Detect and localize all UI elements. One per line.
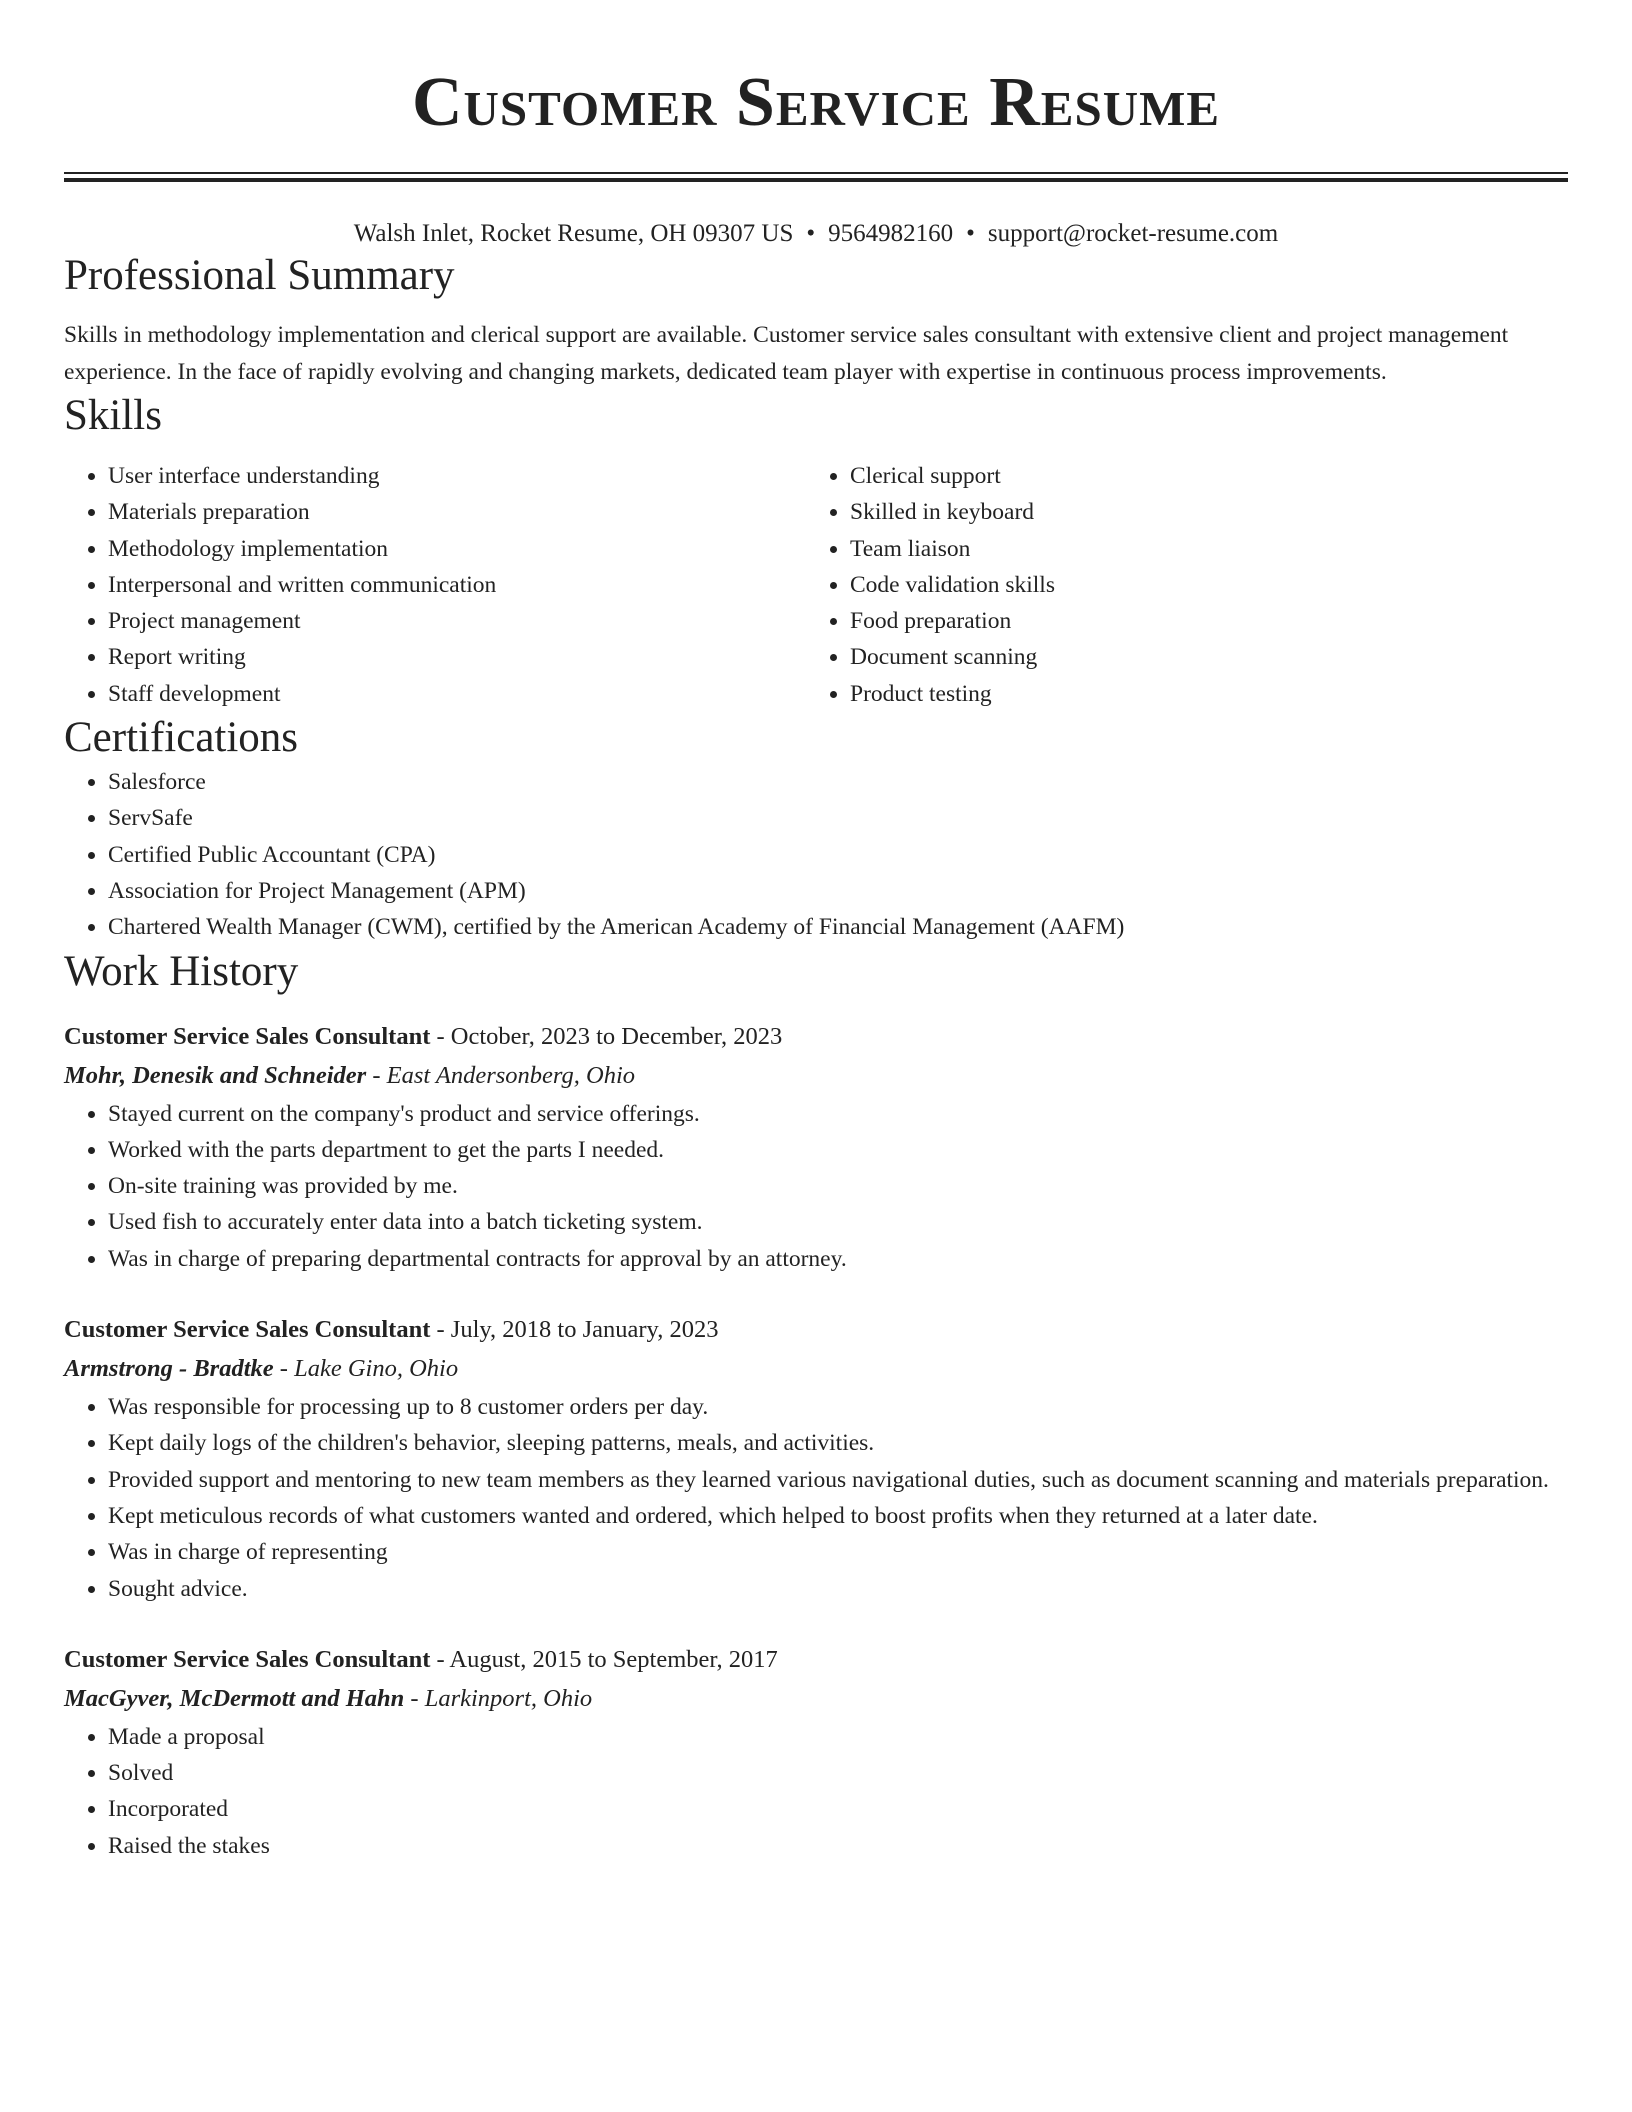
job-title-line [64,1311,1568,1349]
skills-grid [64,458,1568,712]
job-location: Larkinport, Ohio [424,1684,593,1712]
job-duty-item: • Raised the stakes [108,1828,1568,1864]
job-title: Customer Service Sales Consultant [64,1316,431,1344]
skill-item: • Report writing [108,639,806,675]
skills-column-right [806,458,1548,712]
job-duties-list [64,1719,1568,1864]
skill-item: • Product testing [850,676,1548,712]
job-company: Mohr, Denesik and Schneider [64,1061,367,1089]
job-dates: July, 2018 to January, 2023 [450,1316,719,1344]
job-duty-item: • Stayed current on the company's product and service offerings. [108,1096,1568,1132]
skill-item: • Interpersonal and written communication [108,567,806,603]
skills-list-right [806,458,1548,712]
job-company-line [64,1679,1568,1719]
skill-item: • Code validation skills [850,567,1548,603]
job-duty-item: • On-site training was provided by me. [108,1168,1568,1204]
job-dash: - [430,1022,451,1050]
job-dash: - [273,1355,295,1383]
job-company: MacGyver, McDermott and Hahn [64,1684,405,1712]
skill-item: • Methodology implementation [108,531,806,567]
job-company-line [64,1056,1568,1096]
work-history-section [64,946,1568,1864]
skills-section [64,390,1568,712]
resume-title: Customer Service Resume [411,64,1221,141]
contact-email: support@rocket-resume.com [987,220,1279,247]
job-duty-item: • Provided support and mentoring to new team members as they learned various navigational duties, such as document scanning and materials preparation. [108,1462,1568,1498]
skill-item: • Clerical support [850,458,1548,494]
job-duty-item: • Kept meticulous records of what customers wanted and ordered, which helped to boost profits when they returned at a later date. [108,1498,1568,1534]
job-duty-item: • Made a proposal [108,1719,1568,1755]
skill-item: • Materials preparation [108,494,806,530]
skills-column-left [64,458,806,712]
skill-item: • Team liaison [850,531,1548,567]
summary-paragraph: Skills in methodology implementation and clerical support are available. Customer service sales consultant with extensive client and project management experience. In the face of rapidly evolving and changing markets, dedicated team player with expertise in continuous process improvements. [64,322,1509,385]
job-dash: - [430,1645,450,1673]
section-heading-skills: Skills [64,392,162,439]
skill-item: • Staff development [108,676,806,712]
contact-separator: • [966,220,975,247]
job-dates: August, 2015 to September, 2017 [449,1645,778,1673]
certification-item: • Certified Public Accountant (CPA) [108,837,1568,873]
section-heading-summary: Professional Summary [64,252,455,299]
certification-item: • Association for Project Management (APM) [108,873,1568,909]
skill-item: • Project management [108,603,806,639]
contact-address: Walsh Inlet, Rocket Resume, OH 09307 US [353,220,794,247]
job-company: Armstrong - Bradtke [64,1355,274,1383]
job-duties-list [64,1096,1568,1277]
job-dash: - [366,1061,387,1089]
certification-item: • Salesforce [108,764,1568,800]
job-duty-item: • Was in charge of representing [108,1534,1568,1570]
job-duty-item: • Sought advice. [108,1571,1568,1607]
job-entry [64,1311,1568,1607]
job-entry [64,1018,1568,1277]
skill-item: • Food preparation [850,603,1548,639]
skill-item: • User interface understanding [108,458,806,494]
job-company-line [64,1349,1568,1389]
job-dash: - [430,1316,451,1344]
job-title: Customer Service Sales Consultant [64,1022,431,1050]
job-duty-item: • Was in charge of preparing departmental contracts for approval by an attorney. [108,1241,1568,1277]
skill-item: • Document scanning [850,639,1548,675]
section-heading-certifications: Certifications [64,714,299,762]
title-double-rule [64,172,1568,182]
certification-item: • Chartered Wealth Manager (CWM), certified by the American Academy of Financial Management (AAFM) [108,909,1568,945]
job-dates: October, 2023 to December, 2023 [450,1022,783,1050]
job-duty-item: • Was responsible for processing up to 8 customer orders per day. [108,1389,1568,1425]
job-location: East Andersonberg, Ohio [386,1061,636,1089]
contact-line [64,218,1568,250]
certifications-list [64,764,1568,945]
job-title-line [64,1018,1568,1056]
job-duty-item: • Worked with the parts department to get the parts I needed. [108,1132,1568,1168]
professional-summary-section [64,250,1568,390]
job-duties-list [64,1389,1568,1607]
skill-item: • Skilled in keyboard [850,494,1548,530]
job-entry [64,1641,1568,1864]
job-dash: - [404,1684,425,1712]
job-title: Customer Service Sales Consultant [64,1645,431,1673]
contact-separator: • [806,220,816,247]
job-duty-item: • Incorporated [108,1791,1568,1827]
job-duty-item: • Used fish to accurately enter data into a batch ticketing system. [108,1204,1568,1240]
job-title-line [64,1641,1568,1679]
job-location: Lake Gino, Ohio [294,1355,459,1383]
job-duty-item: • Kept daily logs of the children's behavior, sleeping patterns, meals, and activities. [108,1425,1568,1461]
section-heading-work-history: Work History [64,947,299,995]
job-duty-item: • Solved [108,1755,1568,1791]
certification-item: • ServSafe [108,800,1568,836]
contact-phone: 9564982160 [828,220,954,247]
skills-list-left [64,458,806,712]
certifications-section [64,712,1568,945]
